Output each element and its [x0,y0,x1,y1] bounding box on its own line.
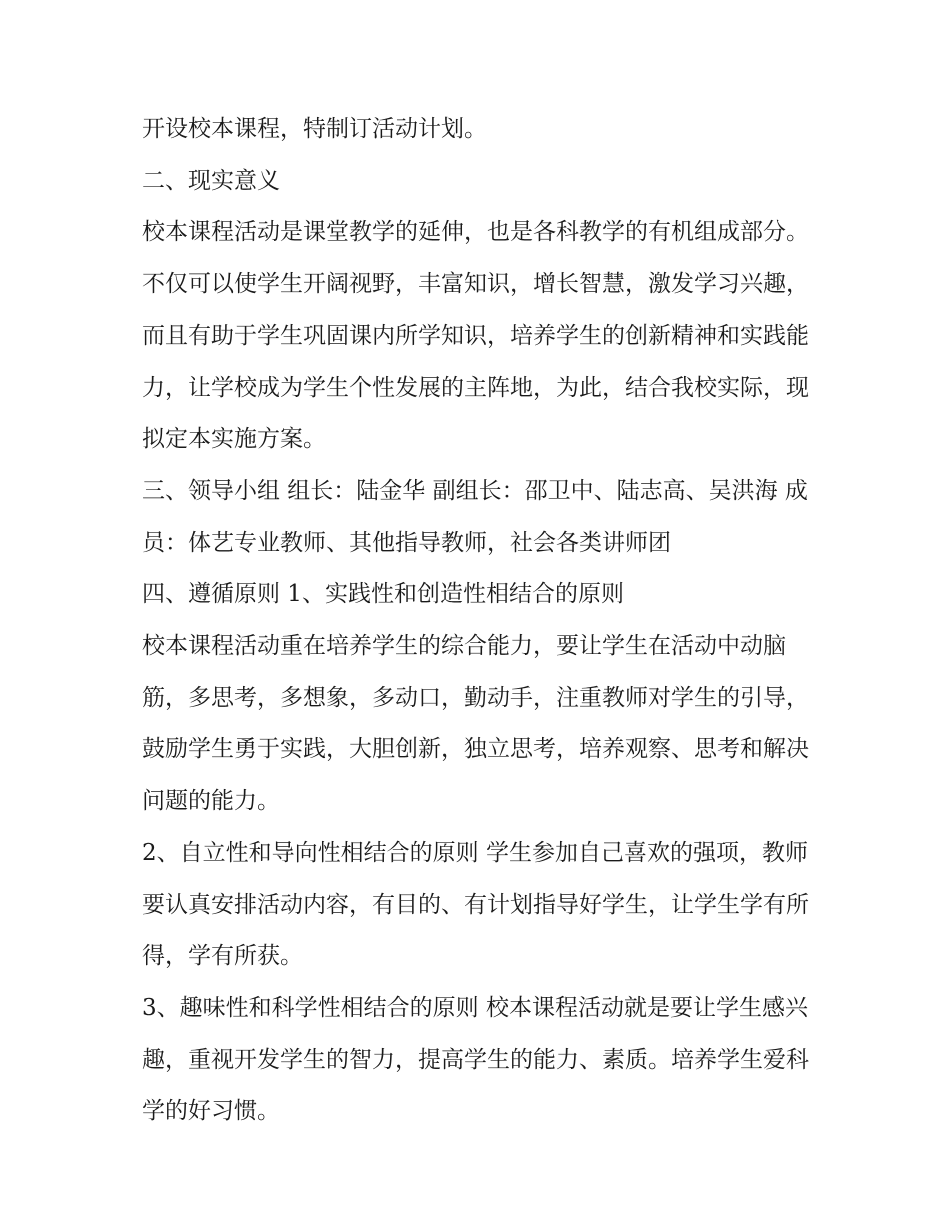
section-heading-principles: 四、遵循原则 1、实践性和创造性相结合的原则 [142,581,624,608]
section-leadership-group: 三、领导小组 组长：陆金华 副组长：邵卫中、陆志高、吴洪海 成员：体艺专业教师、其他指导教师，社会各类讲师团 [142,477,808,556]
document-body [142,104,814,1138]
section-heading-practical-significance: 二、现实意义 [142,167,280,194]
paragraph-intro-continuation: 开设校本课程，特制订活动计划。 [142,116,487,142]
paragraph-practical-significance: 校本课程活动是课堂教学的延伸，也是各科教学的有机组成部分。不仅可以使学生开阔视野，丰富知识，增长智慧，激发学习兴趣，而且有助于学生巩固课内所学知识，培养学生的创新精神和实践能力，让学校成为学生个性发展的主阵地，为此，结合我校实际，现拟定本实施方案。 [142,219,809,453]
paragraph-principle-2: 2、自立性和导向性相结合的原则 学生参加自己喜欢的强项，教师要认真安排活动内容，有目的、有计划指导好学生，让学生学有所得，学有所获。 [142,839,809,970]
paragraph-principle-3: 3、趣味性和科学性相结合的原则 校本课程活动就是要让学生感兴趣，重视开发学生的智力，提高学生的能力、素质。培养学生爱科学的好习惯。 [142,994,809,1125]
paragraph-principle-1: 校本课程活动重在培养学生的综合能力，要让学生在活动中动脑筋，多思考，多想象，多动口，勤动手，注重教师对学生的引导，鼓励学生勇于实践，大胆创新，独立思考，培养观察、思考和解决问题的能力。 [142,633,809,815]
